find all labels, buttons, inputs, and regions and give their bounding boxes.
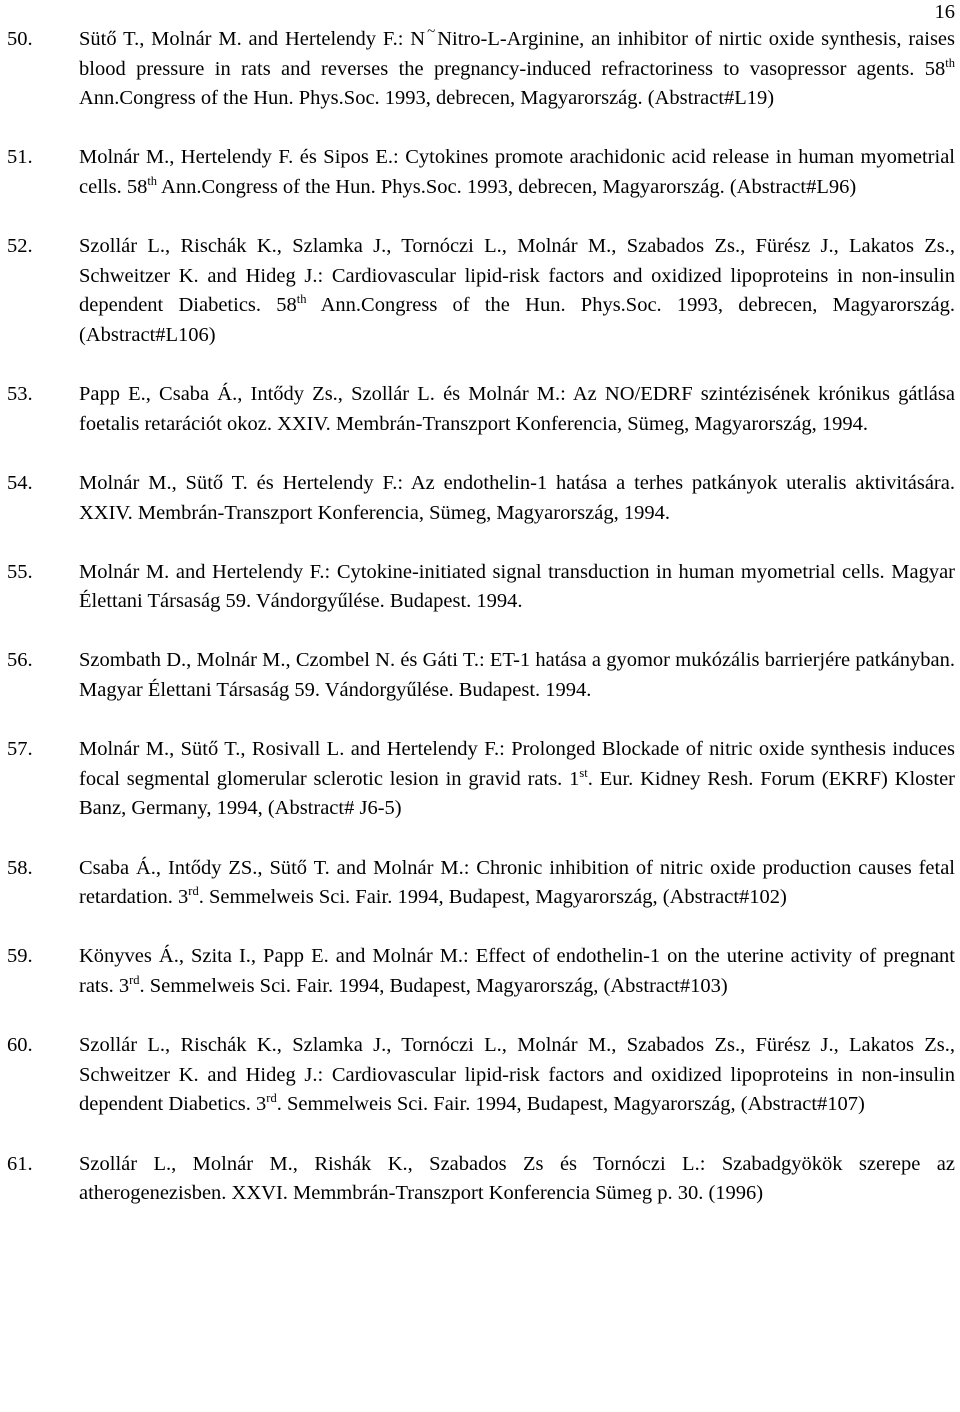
reference-text-segment: . Eur. Kidney Resh. Forum (EKRF) Kloster Banz, Germany, 1994, (Abstract# J6-5)	[79, 767, 955, 820]
reference-item	[0, 143, 955, 202]
reference-number: 56.	[7, 649, 33, 672]
ordinal-superscript: th	[147, 173, 158, 188]
ordinal-superscript: st	[579, 765, 588, 780]
reference-text	[79, 1031, 955, 1120]
reference-text-segment: Szollár L., Rischák K., Szlamka J., Tornóczi L., Molnár M., Szabados Zs., Fürész J., Lakatos Zs., Schweitzer K. and Hideg J.: Cardiovascular lipid-risk factors and oxidized lipoproteins in non-insulin dependent Diabetics. 3	[79, 1034, 955, 1116]
page-number: 16	[934, 1, 955, 23]
reference-text	[79, 380, 955, 439]
reference-text-segment: Csaba Á., Intődy ZS., Sütő T. and Molnár M.: Chronic inhibition of nitric oxide production causes fetal retardation. 3	[79, 856, 955, 909]
reference-text	[79, 558, 955, 617]
reference-text	[79, 143, 955, 202]
reference-number: 58.	[7, 856, 33, 879]
reference-number: 59.	[7, 945, 33, 968]
reference-number: 53.	[7, 383, 33, 406]
reference-number: 50.	[7, 28, 33, 50]
reference-text-segment: Ann.Congress of the Hun. Phys.Soc. 1993, debrecen, Magyarország. (Abstract#L19)	[79, 87, 775, 110]
reference-text-segment: Könyves Á., Szita I., Papp E. and Molnár M.: Effect of endothelin-1 on the uterine activity of pregnant rats. 3	[79, 945, 955, 997]
reference-text-segment: Molnár M., Sütő T. és Hertelendy F.: Az endothelin-1 hatása a terhes patkányok uteralis aktivitására. XXIV. Membrán-Transzport Konferencia, Sümeg, Magyarország, 1994.	[79, 471, 955, 524]
reference-text	[79, 942, 955, 1001]
reference-text	[79, 646, 955, 705]
ordinal-superscript: rd	[266, 1091, 277, 1106]
reference-text-segment: Nitro-L-Arginine, an inhibitor of nirtic oxide synthesis, raises blood pressure in rats and reverses the pregnancy-induced refractoriness to vasopressor agents. 58	[79, 28, 955, 80]
reference-number: 61.	[7, 1152, 33, 1175]
reference-text-segment: Papp E., Csaba Á., Intődy Zs., Szollár L. és Molnár M.: Az NO/EDRF szintézisének krónikus gátlása foetalis retarációt okoz. XXIV. Membrán-Transzport Konferencia, Sümeg, Magyarország, 1994.	[79, 383, 955, 435]
reference-number: 60.	[7, 1034, 33, 1057]
ordinal-superscript: rd	[129, 973, 140, 987]
reference-text-segment: Szollár L., Rischák K., Szlamka J., Tornóczi L., Molnár M., Szabados Zs., Fürész J., Lakatos Zs., Schweitzer K. and Hideg J.: Cardiovascular lipid-risk factors and oxidized lipoproteins in non-insulin dependent Diabetics. 58	[79, 235, 955, 317]
reference-number: 51.	[7, 146, 33, 169]
reference-text-segment: . Semmelweis Sci. Fair. 1994, Budapest, Magyarország, (Abstract#102)	[198, 886, 787, 909]
reference-item	[0, 558, 955, 617]
reference-text-segment: Szombath D., Molnár M., Czombel N. és Gáti T.: ET-1 hatása a gyomor mukózális barrierjére patkányban. Magyar Élettani Társaság 59. Vándorgyűlése. Budapest. 1994.	[79, 649, 955, 702]
ordinal-superscript: th	[945, 55, 955, 70]
reference-text-segment: Ann.Congress of the Hun. Phys.Soc. 1993, debrecen, Magyarország. (Abstract#L96)	[157, 175, 857, 198]
reference-text	[79, 469, 955, 528]
reference-text	[79, 232, 955, 350]
reference-text-segment: Molnár M., Hertelendy F. és Sipos E.: Cytokines promote arachidonic acid release in human myometrial cells. 58	[79, 146, 955, 198]
reference-text	[79, 854, 955, 913]
reference-item	[0, 1150, 955, 1209]
reference-text	[79, 1150, 955, 1209]
reference-list	[0, 25, 955, 1209]
reference-item	[0, 646, 955, 705]
reference-number: 52.	[7, 235, 33, 258]
reference-item	[0, 232, 955, 350]
reference-text-segment: . Semmelweis Sci. Fair. 1994, Budapest, Magyarország, (Abstract#103)	[139, 975, 728, 997]
reference-item	[0, 942, 955, 1001]
reference-number: 54.	[7, 471, 33, 494]
reference-item	[0, 25, 955, 114]
reference-text-segment: Szollár L., Molnár M., Rishák K., Szabados Zs és Tornóczi L.: Szabadgyökök szerepe az atherogenezisben. XXVI. Memmbrán-Transzport Konferencia Sümeg p. 30. (1996)	[79, 1152, 955, 1205]
reference-number: 55.	[7, 560, 33, 583]
reference-text-segment: Molnár M. and Hertelendy F.: Cytokine-initiated signal transduction in human myometrial cells. Magyar Élettani Társaság 59. Vándorgyűlése. Budapest. 1994.	[79, 560, 955, 613]
reference-text-segment: Ann.Congress of the Hun. Phys.Soc. 1993, debrecen, Magyarország. (Abstract#L106)	[79, 294, 955, 346]
reference-text-segment: Molnár M., Sütő T., Rosivall L. and Hertelendy F.: Prolonged Blockade of nitric oxide synthesis induces focal segmental glomerular sclerotic lesion in gravid rats. 1	[79, 738, 955, 790]
ordinal-superscript: th	[296, 292, 307, 307]
reference-text	[79, 735, 955, 824]
reference-item	[0, 854, 955, 913]
reference-item	[0, 380, 955, 439]
reference-item	[0, 469, 955, 528]
reference-text-segment: . Semmelweis Sci. Fair. 1994, Budapest, Magyarország, (Abstract#107)	[276, 1093, 865, 1116]
reference-text: Sütő T., Molnár M. and Hertelendy F.: N ~Nitro-L-Arginine, an inhibitor of nirtic oxide synthesis, raises blood pressure in rats and reverses the pregnancy-induced refractoriness to vasopressor agents. 58th Ann.Congress of the Hun. Phys.Soc. 1993, debrecen, Magyarország. (Abstract#L19)	[79, 24, 955, 110]
reference-number: 57.	[7, 738, 33, 761]
reference-item	[0, 735, 955, 824]
reference-text-segment: Sütő T., Molnár M. and Hertelendy F.: N	[79, 28, 426, 50]
ordinal-superscript: rd	[188, 884, 199, 899]
reference-item	[0, 1031, 955, 1120]
